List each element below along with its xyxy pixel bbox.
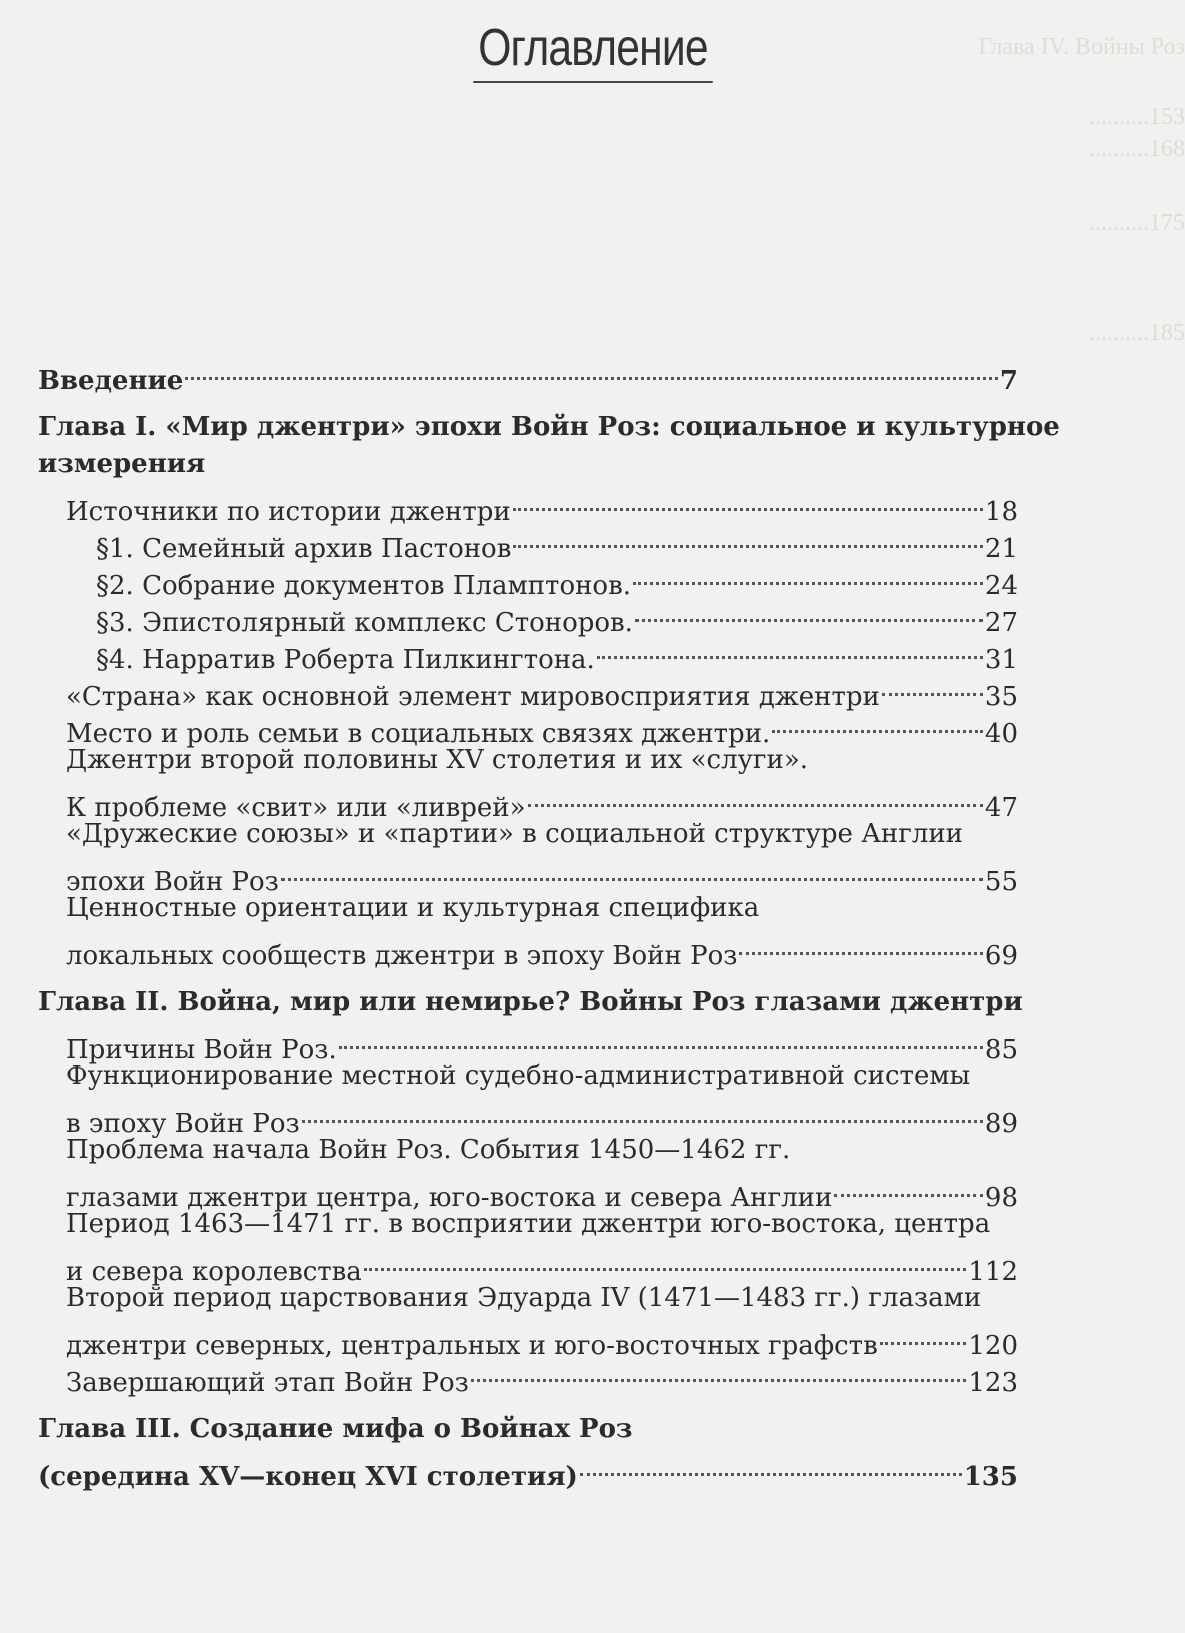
dot-leader bbox=[471, 1354, 967, 1391]
toc-entry-title: Ценностные ориентации и культурная специфика bbox=[66, 893, 760, 923]
toc-entry-page: 98 bbox=[984, 1183, 1018, 1213]
toc-entry-page: 112 bbox=[968, 1257, 1018, 1287]
dot-leader bbox=[281, 853, 983, 890]
toc-entry bbox=[38, 483, 1018, 527]
bleed-through-text: ..........168 bbox=[1089, 136, 1185, 162]
toc-entry bbox=[38, 816, 1018, 853]
toc-entry-title: Глава I. «Мир джентри» эпохи Войн Роз: социальное и культурное bbox=[38, 412, 1060, 442]
toc-entry-title: измерения bbox=[38, 449, 206, 479]
toc-entry-title: и севера королевства bbox=[66, 1257, 362, 1287]
toc-entry-title: §3. Эпистолярный комплекс Стоноров. bbox=[96, 608, 633, 638]
toc-entry bbox=[38, 742, 1018, 779]
toc-entry-title: глазами джентри центра, юго-востока и севера Англии bbox=[66, 1183, 833, 1213]
toc-entry-page: 55 bbox=[984, 867, 1018, 897]
toc-entry-title: Завершающий этап Войн Роз bbox=[66, 1368, 469, 1398]
dot-leader bbox=[513, 483, 983, 520]
toc-entry-title: эпохи Войн Роз bbox=[66, 867, 279, 897]
dot-leader bbox=[580, 1448, 962, 1485]
toc-entry bbox=[38, 1280, 1018, 1317]
toc-entry-title: Введение bbox=[38, 366, 184, 396]
toc-entry bbox=[38, 1243, 1018, 1287]
toc-entry-page: 123 bbox=[968, 1368, 1018, 1398]
dot-leader bbox=[302, 1095, 983, 1132]
table-of-contents bbox=[38, 352, 1060, 1492]
dot-leader bbox=[364, 1243, 967, 1280]
toc-entry-title: Проблема начала Войн Роз. События 1450—1462 гг. bbox=[66, 1135, 791, 1165]
toc-entry-page: 27 bbox=[984, 608, 1018, 638]
toc-entry bbox=[38, 1095, 1018, 1139]
toc-entry-page: 120 bbox=[968, 1331, 1018, 1361]
bleed-through-text: Глава IV. Войны Роз bbox=[978, 34, 1185, 60]
toc-entry-page: 89 bbox=[984, 1109, 1018, 1139]
toc-entry-title: в эпоху Войн Роз bbox=[66, 1109, 300, 1139]
toc-entry-title: «Дружеские союзы» и «партии» в социальной структуре Англии bbox=[66, 819, 964, 849]
toc-entry-page: 7 bbox=[999, 366, 1018, 396]
dot-leader bbox=[633, 557, 983, 594]
toc-entry-page: 85 bbox=[984, 1035, 1018, 1065]
toc-entry bbox=[38, 1132, 1018, 1169]
toc-entry-page: 24 bbox=[984, 571, 1018, 601]
toc-entry-title: Источники по истории джентри bbox=[66, 497, 511, 527]
toc-entry-page: 18 bbox=[984, 497, 1018, 527]
dot-leader bbox=[339, 1021, 983, 1058]
toc-entry-page: 40 bbox=[984, 719, 1018, 749]
toc-entry bbox=[38, 853, 1018, 897]
toc-entry-title: К проблеме «свит» или «ливрей» bbox=[66, 793, 526, 823]
toc-entry-title: Место и роль семьи в социальных связях джентри. bbox=[66, 719, 771, 749]
bleed-through-text: ..........185 bbox=[1089, 320, 1185, 346]
toc-entry-title: Глава II. Война, мир или немирье? Войны Роз глазами джентри bbox=[38, 987, 1023, 1017]
toc-entry-page: 47 bbox=[984, 793, 1018, 823]
dot-leader bbox=[772, 705, 983, 742]
toc-entry-page: 35 bbox=[984, 682, 1018, 712]
toc-entry bbox=[38, 446, 1018, 483]
toc-entry-title: Глава III. Создание мифа о Войнах Роз bbox=[38, 1414, 633, 1444]
title-wrap bbox=[0, 20, 1185, 83]
toc-entry-title: локальных сообществ джентри в эпоху Войн Роз bbox=[66, 941, 738, 971]
dot-leader bbox=[834, 1169, 983, 1206]
toc-entry-title: «Страна» как основной элемент мировосприятия джентри bbox=[66, 682, 880, 712]
dot-leader bbox=[597, 631, 983, 668]
toc-entry bbox=[38, 890, 1018, 927]
toc-entry-title: (середина XV—конец XVI столетия) bbox=[38, 1462, 578, 1492]
page-title: Оглавление bbox=[473, 20, 712, 83]
bleed-through-text: ..........153 bbox=[1089, 104, 1185, 130]
toc-entry-title: §1. Семейный архив Пастонов bbox=[96, 534, 512, 564]
toc-entry bbox=[38, 1169, 1018, 1213]
toc-entry-title: Второй период царствования Эдуарда IV (1471—1483 гг.) глазами bbox=[66, 1283, 982, 1313]
dot-leader bbox=[185, 352, 998, 389]
toc-entry-page: 21 bbox=[984, 534, 1018, 564]
dot-leader bbox=[528, 779, 983, 816]
toc-entry-title: §4. Нарратив Роберта Пилкингтона. bbox=[96, 645, 595, 675]
toc-entry-title: Функционирование местной судебно-административной системы bbox=[66, 1061, 971, 1091]
toc-entry-page: 135 bbox=[963, 1462, 1018, 1492]
toc-entry bbox=[38, 984, 1023, 1021]
toc-entry-title: джентри северных, центральных и юго-восточных графств bbox=[66, 1331, 878, 1361]
toc-entry-title: Джентри второй половины XV столетия и их «слуги». bbox=[66, 745, 809, 775]
toc-entry bbox=[38, 1448, 1018, 1492]
dot-leader bbox=[880, 1317, 967, 1354]
toc-entry bbox=[38, 352, 1018, 396]
toc-entry-title: Период 1463—1471 гг. в восприятии джентри юго-востока, центра bbox=[66, 1209, 991, 1239]
toc-entry bbox=[38, 409, 1060, 446]
toc-entry-page: 31 bbox=[984, 645, 1018, 675]
dot-leader bbox=[739, 927, 982, 964]
dot-leader bbox=[513, 520, 983, 557]
toc-entry-title: §2. Собрание документов Пламптонов. bbox=[96, 571, 631, 601]
dot-leader bbox=[635, 594, 983, 631]
toc-entry-page: 69 bbox=[984, 941, 1018, 971]
toc-entry bbox=[38, 1058, 1018, 1095]
dot-leader bbox=[882, 668, 983, 705]
toc-entry bbox=[38, 1317, 1018, 1361]
toc-entry-title: Причины Войн Роз. bbox=[66, 1035, 337, 1065]
toc-entry bbox=[38, 1021, 1018, 1065]
bleed-through-text: ..........175 bbox=[1089, 210, 1185, 236]
toc-entry bbox=[38, 1411, 1018, 1448]
toc-entry bbox=[38, 779, 1018, 823]
toc-entry bbox=[38, 927, 1018, 971]
toc-entry bbox=[38, 1206, 1018, 1243]
